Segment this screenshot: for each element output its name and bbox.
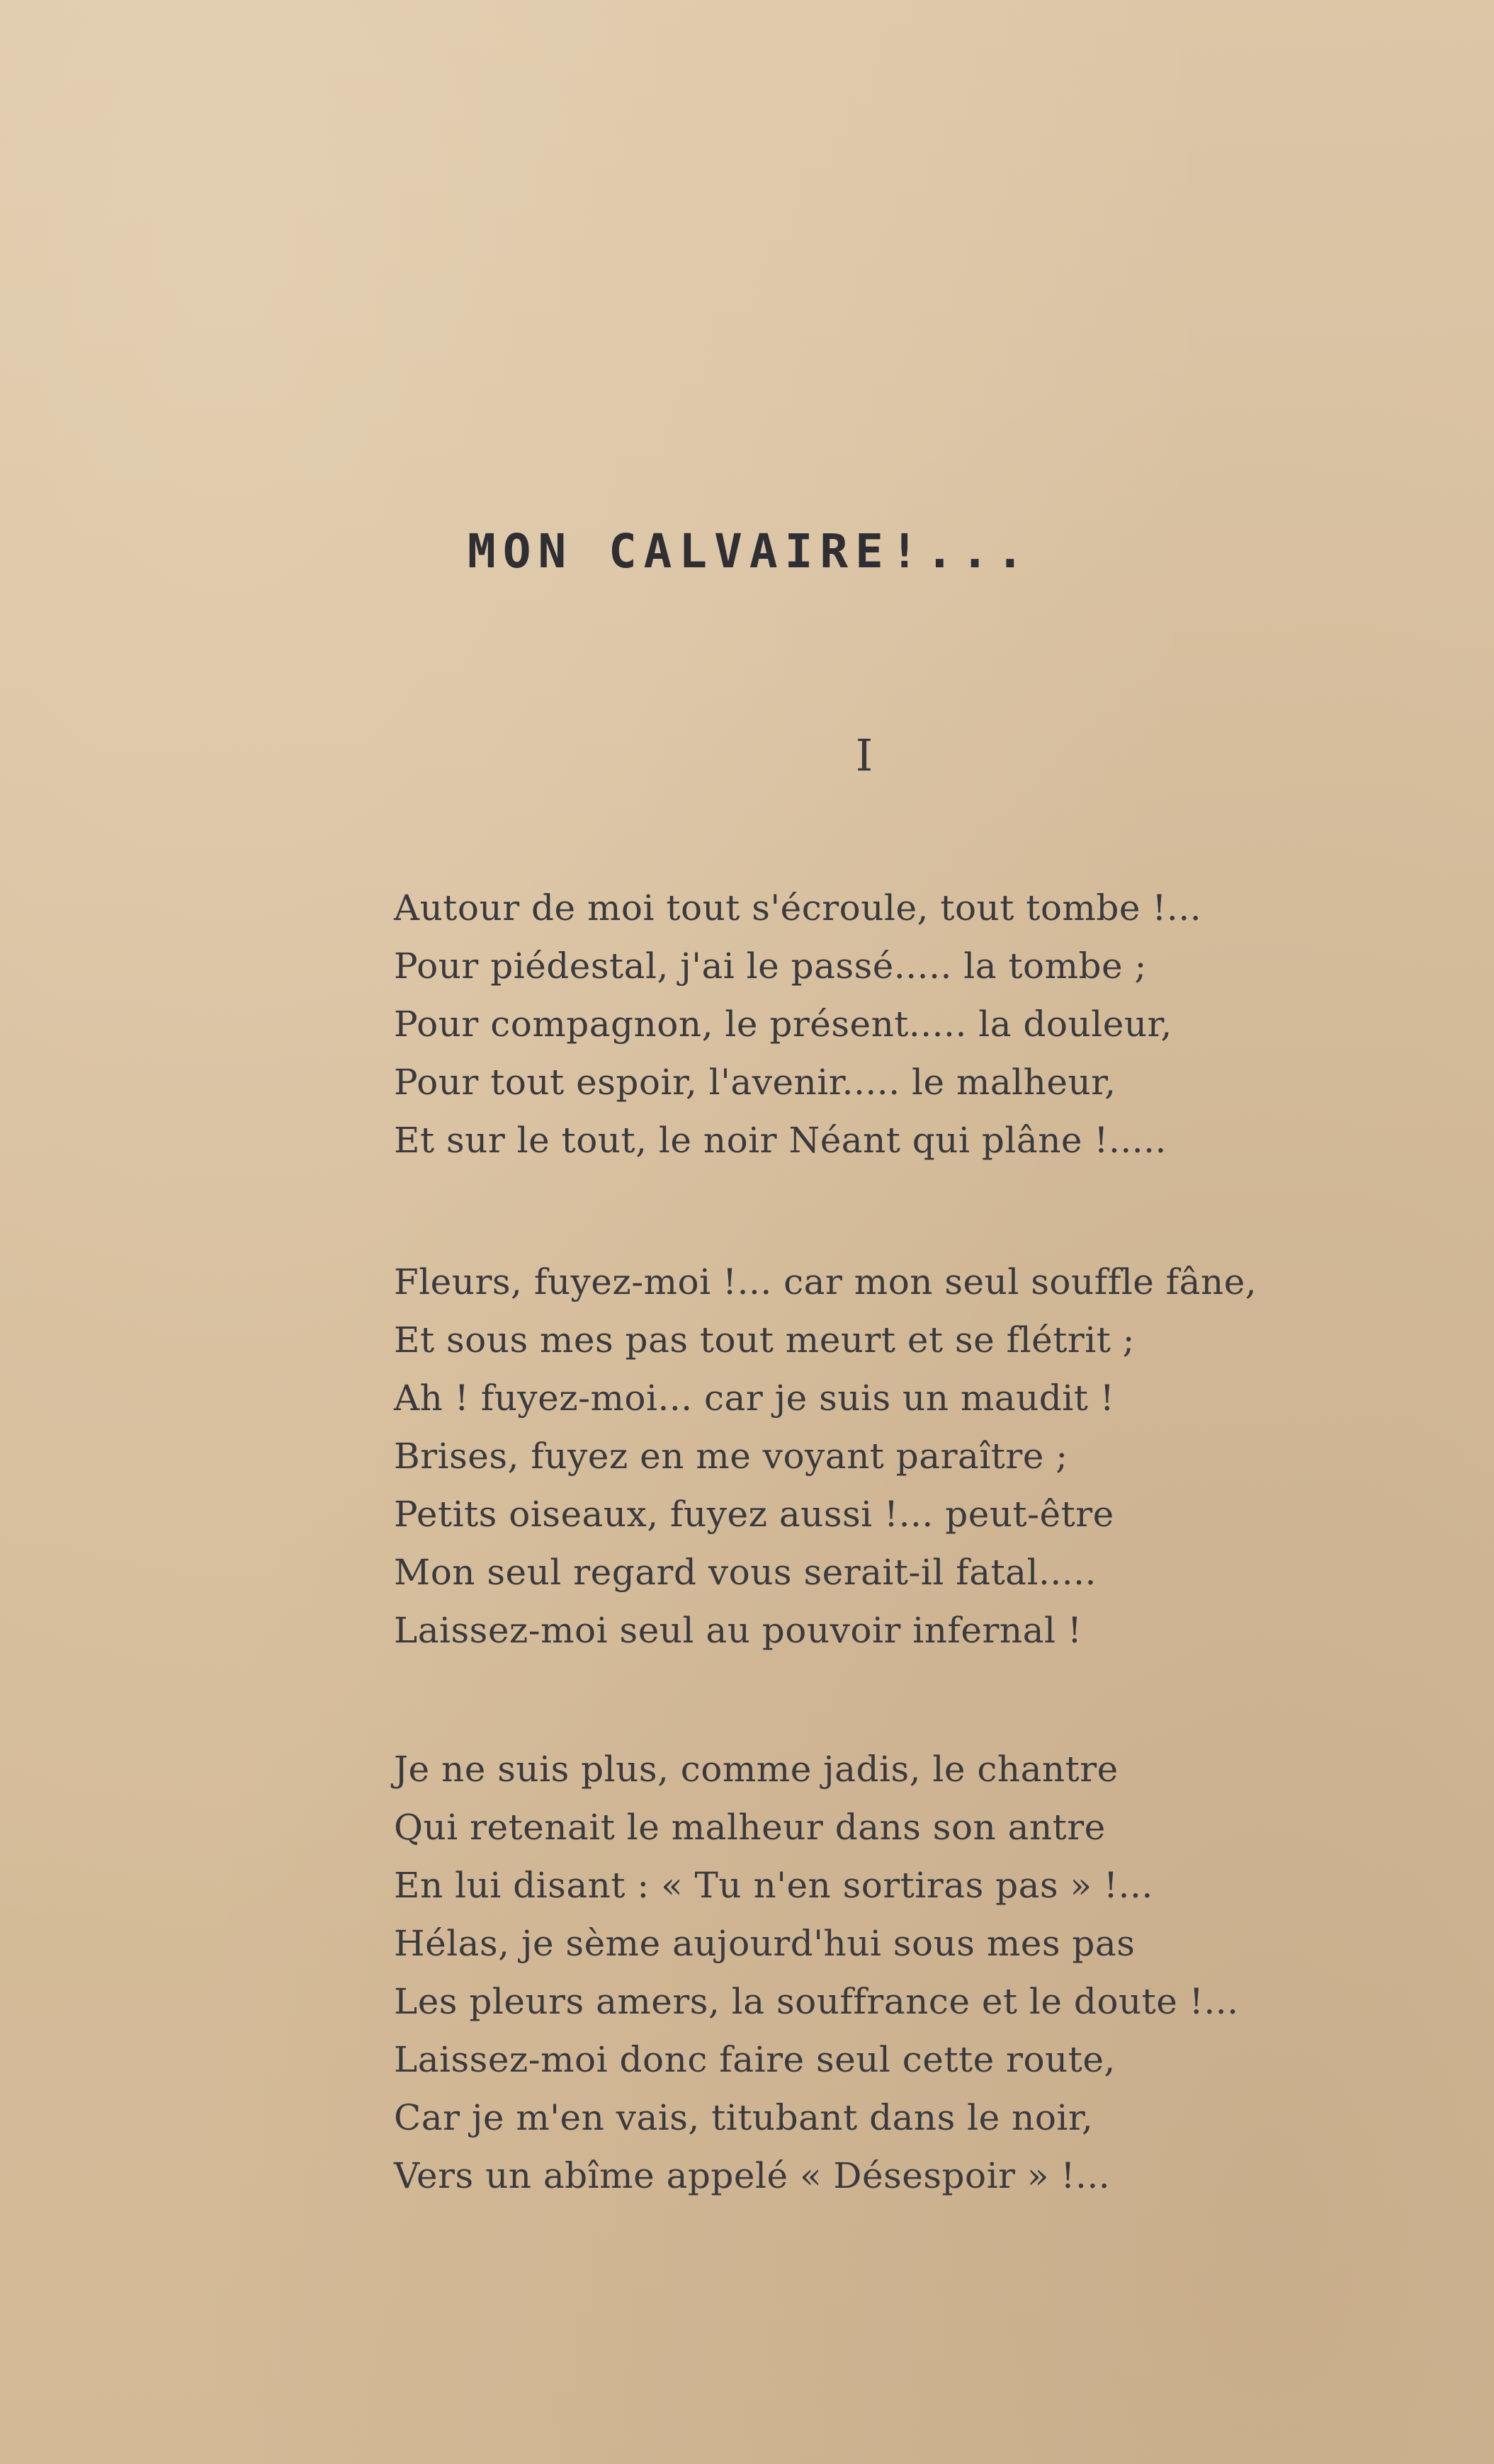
stanza-3 (394, 1740, 1239, 2205)
verse-line: Brises, fuyez en me voyant paraître ; (394, 1436, 1068, 1477)
verse-line: Et sous mes pas tout meurt et se flétrit ; (394, 1319, 1136, 1361)
stanza-1 (394, 879, 1201, 1169)
verse-line: Car je m'en vais, titubant dans le noir, (394, 2097, 1094, 2138)
verse-line: Fleurs, fuyez-moi !... car mon seul souffle fâne, (394, 1261, 1257, 1302)
verse-line: Pour piédestal, j'ai le passé..... la tombe ; (394, 946, 1147, 987)
verse-line: En lui disant : « Tu n'en sortiras pas » !... (394, 1865, 1153, 1906)
bleed-through-texture (489, 319, 499, 377)
verse-line: Laissez-moi donc faire seul cette route, (394, 2039, 1116, 2080)
verse-line: Pour tout espoir, l'avenir..... le malheur, (394, 1062, 1116, 1103)
verse-line: Qui retenait le malheur dans son antre (394, 1807, 1106, 1848)
verse-line: Et sur le tout, le noir Néant qui plâne !..... (394, 1120, 1167, 1161)
verse-line: Autour de moi tout s'écroule, tout tombe !... (394, 887, 1202, 929)
verse-line: Mon seul regard vous serait-il fatal..... (394, 1552, 1097, 1593)
verse-line: Vers un abîme appelé « Désespoir » !... (394, 2155, 1111, 2196)
verse-line: Laissez-moi seul au pouvoir infernal ! (394, 1610, 1082, 1651)
verse-line: Pour compagnon, le présent..... la douleur, (394, 1004, 1172, 1045)
poem-title: MON CALVAIRE!... (468, 524, 1031, 579)
verse-line: Hélas, je sème aujourd'hui sous mes pas (394, 1923, 1136, 1964)
verse-line: Ah ! fuyez-moi... car je suis un maudit ! (394, 1378, 1115, 1419)
verse-line: Je ne suis plus, comme jadis, le chantre (394, 1749, 1119, 1790)
verse-line: Les pleurs amers, la souffrance et le doute !... (394, 1981, 1239, 2022)
section-number: I (855, 729, 873, 781)
stanza-2 (394, 1253, 1257, 1659)
verse-line: Petits oiseaux, fuyez aussi !... peut-être (394, 1494, 1114, 1535)
